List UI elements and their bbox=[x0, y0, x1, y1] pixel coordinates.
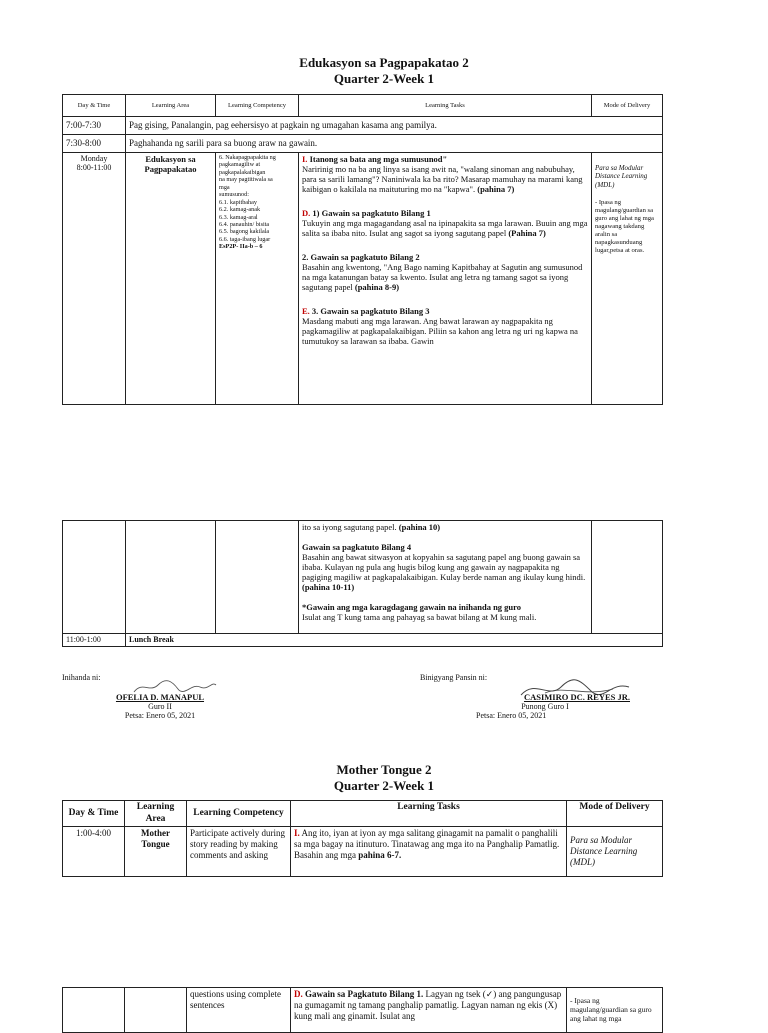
task-1 bbox=[302, 154, 588, 194]
task-page-ref: (pahina 8-9) bbox=[354, 282, 400, 293]
mode-of-delivery-cell bbox=[592, 153, 663, 405]
prepared-by-role: Guro II bbox=[148, 702, 172, 711]
table-row bbox=[63, 117, 663, 135]
header-mode-of-delivery: Mode of Delivery bbox=[567, 801, 663, 827]
competency-cell: questions using complete sentences bbox=[187, 988, 291, 1033]
task-marker: D. bbox=[294, 989, 303, 999]
activity-cell: Pag gising, Panalangin, pag eehersisyo at pagkain ng umagahan kasama ang pamilya. bbox=[126, 117, 663, 135]
header-day-time: Day & Time bbox=[63, 95, 126, 117]
day-time-cell bbox=[63, 988, 125, 1033]
task-page-ref: (pahina 10) bbox=[398, 522, 441, 532]
header-learning-tasks: Learning Tasks bbox=[299, 95, 592, 117]
competency-code: EsP2P- IIa-b – 6 bbox=[219, 243, 263, 251]
task-body: Basahin ang kwentong, "Ang Bago naming Kapitbahay at Sagutin ang sumusunod na mga katanungan batay sa kwento. Isulat ang letra ng tamang sagot sa iyong sagutang papel bbox=[302, 262, 583, 293]
task-marker: I. bbox=[294, 828, 300, 839]
task-page-ref: (pahina 7) bbox=[477, 184, 515, 195]
competency-line: 6.2. kamag-anak bbox=[219, 206, 261, 214]
task-page-ref: (pahina 10-11) bbox=[302, 582, 355, 593]
mode-note: - Ipasa ng magulang/guardian sa guro ang lahat ng mga nagawang takdang aralin sa napagkasunduang lugar,petsa at oras. bbox=[595, 199, 654, 254]
learning-area-cell: Edukasyon sa Pagpapakatao bbox=[126, 153, 216, 405]
competency-line: sumusunod: bbox=[219, 191, 249, 199]
competency-cell bbox=[216, 153, 299, 405]
task-heading: 3. Gawain sa pagkatuto Bilang 3 bbox=[311, 306, 430, 317]
header-learning-competency: Learning Competency bbox=[216, 95, 299, 117]
task-body: Lagyan ng tsek (✓) ang pangungusap na gumagamit ng tamang panghalip pamatlig. Lagyan naman ng ekis (X) kung mali ang ginamit. Isulat ang bbox=[294, 989, 562, 1021]
task-4-end bbox=[302, 522, 588, 532]
competency-line: na may pagtitiwala sa bbox=[219, 176, 273, 184]
checked-by-role: Punong Guro I bbox=[521, 702, 569, 711]
lunch-cell: Lunch Break bbox=[126, 634, 663, 647]
header-learning-area: Learning Area bbox=[125, 801, 187, 827]
task-4 bbox=[302, 306, 588, 346]
time-label: 8:00-11:00 bbox=[76, 163, 112, 173]
header-mode-of-delivery: Mode of Delivery bbox=[592, 95, 663, 117]
activity-cell: Paghahanda ng sarili para sa buong araw na gawain. bbox=[126, 135, 663, 153]
checked-by-block bbox=[460, 692, 630, 720]
time-cell: 11:00-1:00 bbox=[63, 634, 126, 647]
table-row bbox=[63, 521, 663, 634]
learning-tasks-cell bbox=[299, 521, 592, 634]
task-3 bbox=[302, 252, 588, 292]
mt-subtitle: Quarter 2-Week 1 bbox=[333, 778, 435, 793]
checked-by-date: Petsa: Enero 05, 2021 bbox=[476, 711, 547, 720]
prepared-by-name: OFELIA D. MANAPUL bbox=[115, 692, 205, 702]
task-heading: Itanong sa bata ang mga sumusunod" bbox=[309, 154, 448, 164]
checked-by-name: CASIMIRO DC. REYES JR. bbox=[523, 692, 630, 702]
day-time-cell bbox=[63, 521, 126, 634]
time-cell: 1:00-4:00 bbox=[63, 827, 125, 877]
header-learning-competency: Learning Competency bbox=[187, 801, 291, 827]
task-body: Tukuyin ang mga magagandang asal na ipinapakita sa mga larawan. Buuin ang mga salita sa ibaba nito. Isulat ang sagot sa iyong sagutang papel bbox=[302, 218, 588, 239]
table-header-row bbox=[63, 95, 663, 117]
prepared-by-label: Inihanda ni: bbox=[62, 673, 101, 682]
esp-title: Edukasyon sa Pagpapakatao 2 bbox=[299, 55, 469, 70]
task-6 bbox=[302, 602, 588, 622]
mode-italic: Para sa Modular Distance Learning (MDL) bbox=[595, 164, 648, 189]
day-label: Monday bbox=[80, 154, 108, 163]
competency-line: pagkapalakaibigan bbox=[219, 168, 266, 176]
competency-line: mga bbox=[219, 183, 230, 191]
competency-cell: Participate actively during story reading by making comments and asking bbox=[187, 827, 291, 877]
task-heading: *Gawain ang mga karagdagang gawain na inihanda ng guro bbox=[302, 602, 522, 613]
header-learning-area: Learning Area bbox=[126, 95, 216, 117]
competency-line: 6.4. panauhin/ bisita bbox=[219, 220, 270, 228]
header-learning-tasks: Learning Tasks bbox=[291, 801, 567, 827]
task-marker: I. bbox=[302, 154, 308, 164]
esp-subtitle: Quarter 2-Week 1 bbox=[333, 71, 435, 86]
learning-tasks-cell bbox=[299, 153, 592, 405]
mode-of-delivery-cell bbox=[592, 521, 663, 634]
task-body: Basahin ang bawat sitwasyon at kopyahin sa sagutang papel ang buong gawain sa ibaba. Kulayan ng pula ang hugis bilog kung ang gawain ay nagpapakita ng pagiging magiliw at pagkapalakaibigan. Kulay berde naman ang ikulay kung hindi. bbox=[302, 552, 586, 583]
esp-schedule-table bbox=[62, 94, 663, 405]
task-body: ito sa iyong sagutang papel. bbox=[302, 522, 397, 532]
checked-by-label: Binigyang Pansin ni: bbox=[420, 673, 488, 682]
task-heading: 2. Gawain sa pagkatuto Bilang 2 bbox=[302, 252, 420, 263]
task-2 bbox=[302, 208, 588, 238]
competency-line: pagkamagiliw at bbox=[219, 161, 261, 169]
competency-line: 6.3. kamag-aral bbox=[219, 213, 258, 221]
task-body: Isulat ang T kung tama ang pahayag sa bawat bilang at M kung mali. bbox=[302, 612, 537, 623]
header-day-time: Day & Time bbox=[63, 801, 125, 827]
table-row-lunch bbox=[63, 634, 663, 647]
competency-line: 6.6. taga-ibang lugar bbox=[219, 235, 271, 243]
table-row bbox=[63, 988, 663, 1033]
mode-of-delivery-cell: Para sa Modular Distance Learning (MDL) bbox=[567, 827, 663, 877]
mode-of-delivery-cell: - Ipasa ng magulang/guardian sa guro ang lahat ng mga bbox=[567, 988, 663, 1033]
task-heading: Gawain sa pagkatuto Bilang 4 bbox=[302, 542, 412, 553]
learning-area-cell: Mother Tongue bbox=[125, 827, 187, 877]
table-row bbox=[63, 135, 663, 153]
learning-area-cell bbox=[126, 521, 216, 634]
esp-schedule-table-continued bbox=[62, 520, 663, 647]
task-marker: E. bbox=[302, 306, 310, 317]
time-cell: 7:00-7:30 bbox=[63, 117, 126, 135]
table-row bbox=[63, 827, 663, 877]
task-5 bbox=[302, 542, 588, 592]
table-row-monday bbox=[63, 153, 663, 405]
task-page-ref: (Pahina 7) bbox=[508, 228, 546, 239]
mt-schedule-table bbox=[62, 800, 663, 877]
competency-line: 6.1. kapitbahay bbox=[219, 198, 257, 206]
prepared-by-block bbox=[95, 692, 225, 720]
competency-line: 6. Nakapagpapakita ng bbox=[219, 154, 276, 161]
task-body: Masdang mabuti ang mga larawan. Ang bawat larawan ay nagpapakita ng pagkamagiliw at pagkapalakaibigan. Piliin sa kahon ang letra ng uri ng kapwa na tumutukoy sa larawan sa ibaba. Gawin bbox=[302, 316, 578, 347]
prepared-by-date: Petsa: Enero 05, 2021 bbox=[124, 711, 196, 720]
competency-line: 6.5. bagong kakilala bbox=[219, 228, 270, 236]
task-marker: D. bbox=[302, 208, 311, 219]
learning-tasks-cell bbox=[291, 827, 567, 877]
learning-tasks-cell bbox=[291, 988, 567, 1033]
time-cell: 7:30-8:00 bbox=[63, 135, 126, 153]
mt-title: Mother Tongue 2 bbox=[336, 762, 432, 777]
task-heading: Gawain sa Pagkatuto Bilang 1. bbox=[305, 989, 424, 999]
day-time-cell bbox=[63, 153, 126, 405]
mt-schedule-table-continued bbox=[62, 987, 663, 1033]
task-page-ref: pahina 6-7. bbox=[358, 850, 402, 861]
competency-cell bbox=[216, 521, 299, 634]
task-body: Naririnig mo na ba ang linya sa isang awit na, "walang sinoman ang nabubuhay, para sa sarili lamang"? Naniniwala ka ba rito? Masarap mamuhay na marami kang kaibigan o kakilala na maituturing mo na "kapwa". bbox=[302, 164, 583, 195]
learning-area-cell bbox=[125, 988, 187, 1033]
task-body: Ang ito, iyan at iyon ay mga salitang ginagamit na pamalit o panghalili sa mga bagay na itinuturo. Tinatawag ang mga ito na Panghalip Pamatlig. Basahin ang mga bbox=[294, 828, 560, 861]
table-header-row bbox=[63, 801, 663, 827]
task-heading: 1) Gawain sa pagkatuto Bilang 1 bbox=[312, 208, 431, 219]
